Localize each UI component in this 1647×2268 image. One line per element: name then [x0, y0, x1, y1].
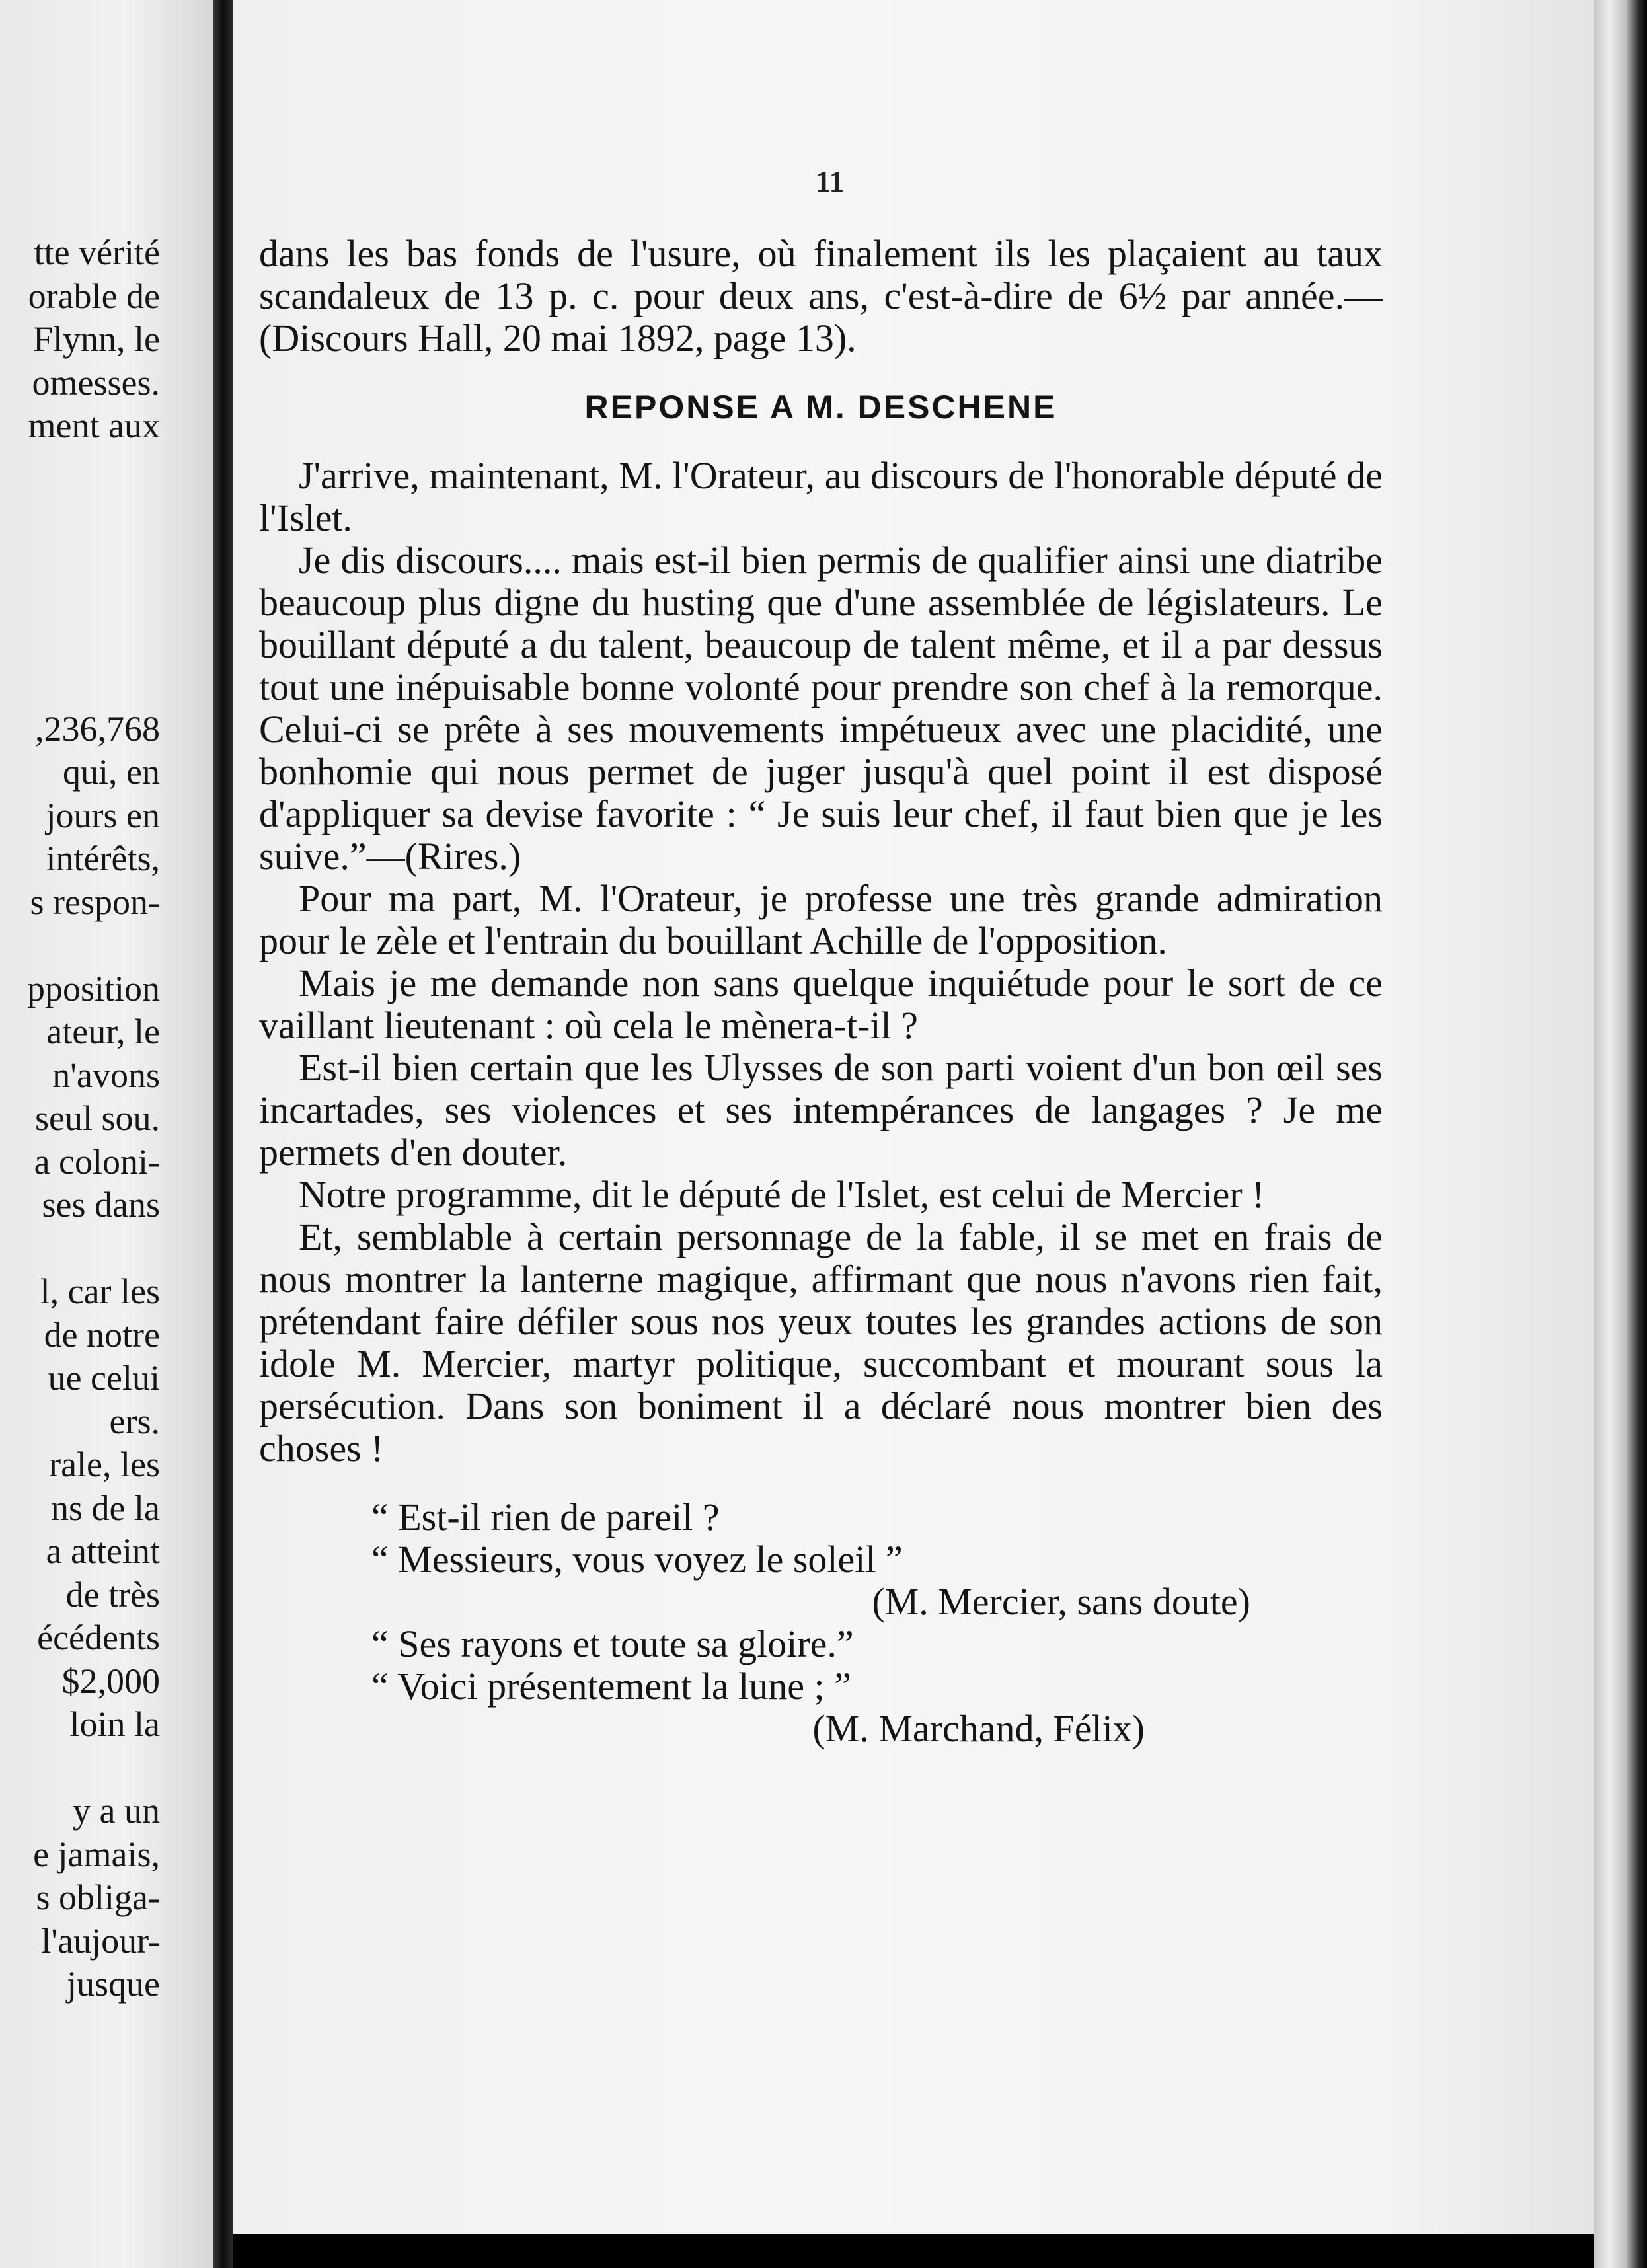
facing-page-line: pposition — [26, 968, 160, 1008]
verse-line: “ Messieurs, vous voyez le soleil ” — [371, 1538, 903, 1581]
facing-page-line: écédents — [37, 1618, 160, 1657]
facing-page-line: jours en — [46, 795, 160, 835]
facing-page-line: ,236,768 — [35, 708, 160, 749]
facing-page-line: s respon- — [30, 882, 160, 922]
facing-page-line: omesses. — [32, 362, 160, 402]
facing-page-line: loin la — [69, 1704, 160, 1744]
facing-page-line: l, car les — [40, 1271, 160, 1311]
facing-page-line: qui, en — [63, 752, 160, 792]
paragraph: Mais je me demande non sans quelque inquiétude pour le sort de ce vaillant lieutenant : où cela le mènera-t-il ? — [259, 962, 1383, 1047]
page-text — [259, 233, 1383, 1750]
facing-page-line: tte vérité — [34, 233, 160, 272]
facing-page-line: n'avons — [52, 1055, 160, 1095]
paragraph: Je dis discours.... mais est-il bien permis de qualifier ainsi une diatribe beaucoup plus digne du husting que d'une assemblée de législateurs. Le bouillant député a du talent, beaucoup de talent même, et il a par dessus tout une inépuisable bonne volonté pour prendre son chef à la remorque. Celui-ci se prête à ses mouvements impétueux avec une placidité, une bonhomie qui nous permet de juger jusqu'à quel point il est disposé d'appliquer sa devise favorite : “ Je suis leur chef, il faut bien que je les suive.”—(Rires.) — [259, 539, 1383, 878]
verse-attribution: (M. Mercier, sans doute) — [872, 1580, 1250, 1623]
facing-page-line: a coloni- — [34, 1141, 160, 1182]
verse-attribution: (M. Marchand, Félix) — [812, 1707, 1145, 1750]
verse-line: “ Est-il rien de pareil ? — [371, 1495, 720, 1538]
facing-page-line: de très — [65, 1574, 160, 1614]
verse-line: “ Voici présentement la lune ; ” — [371, 1665, 851, 1708]
facing-page-line: ateur, le — [46, 1012, 160, 1051]
paragraph: Est-il bien certain que les Ulysses de son parti voient d'un bon œil ses incartades, ses violences et ses intempérances de langages ? Je me permets d'en douter. — [259, 1046, 1383, 1174]
verse-line: “ Ses rayons et toute sa gloire.” — [371, 1622, 854, 1665]
facing-page-line: ns de la — [51, 1488, 160, 1528]
paragraph: Et, semblable à certain personnage de la fable, il se met en frais de nous montrer la lanterne magique, affirmant que nous n'avons rien fait, prétendant faire défiler sous nos yeux toutes les grandes actions de son idole M. Mercier, martyr politique, succombant et mourant sous la persécution. Dans son boniment il a déclaré nous montrer bien des choses ! — [259, 1215, 1383, 1470]
facing-page-line: ers. — [109, 1401, 160, 1441]
page-number: 11 — [816, 165, 845, 198]
page-gutter — [213, 0, 233, 2268]
facing-page-line: e jamais, — [33, 1834, 160, 1874]
facing-page-line: a atteint — [46, 1531, 160, 1571]
facing-page-line: l'aujour- — [41, 1920, 160, 1961]
paragraph: Pour ma part, M. l'Orateur, je professe une très grande admiration pour le zèle et l'entrain du bouillant Achille de l'opposition. — [259, 877, 1383, 962]
facing-page-line: jusque — [67, 1964, 160, 2004]
facing-page-line: seul sou. — [35, 1098, 160, 1138]
facing-page-line: y a un — [73, 1791, 160, 1831]
paragraph: Notre programme, dit le député de l'Islet, est celui de Mercier ! — [299, 1173, 1265, 1216]
facing-page-line: de notre — [44, 1314, 160, 1355]
facing-page-line: intérêts, — [46, 839, 160, 878]
facing-page-line: $2,000 — [61, 1661, 160, 1701]
facing-page-line: ue celui — [48, 1358, 160, 1398]
paragraph: J'arrive, maintenant, M. l'Orateur, au discours de l'honorable député de l'Islet. — [259, 454, 1383, 539]
facing-page-line: Flynn, le — [32, 319, 160, 359]
section-heading: REPONSE A M. DESCHENE — [584, 389, 1057, 426]
facing-page-line: s obliga- — [36, 1877, 160, 1917]
intro-paragraph: dans les bas fonds de l'usure, où finalement ils les plaçaient au taux scandaleux de 13 p. c. pour deux ans, c'est-à-dire de 6½ par année.—(Discours Hall, 20 mai 1892, page 13). — [259, 232, 1383, 359]
facing-page — [0, 0, 213, 2268]
facing-page-line: rale, les — [49, 1445, 160, 1484]
facing-page-line: ment aux — [28, 406, 160, 445]
facing-page-line: orable de — [28, 276, 160, 316]
page-edge — [1594, 0, 1647, 2268]
facing-page-line: ses dans — [42, 1185, 160, 1225]
